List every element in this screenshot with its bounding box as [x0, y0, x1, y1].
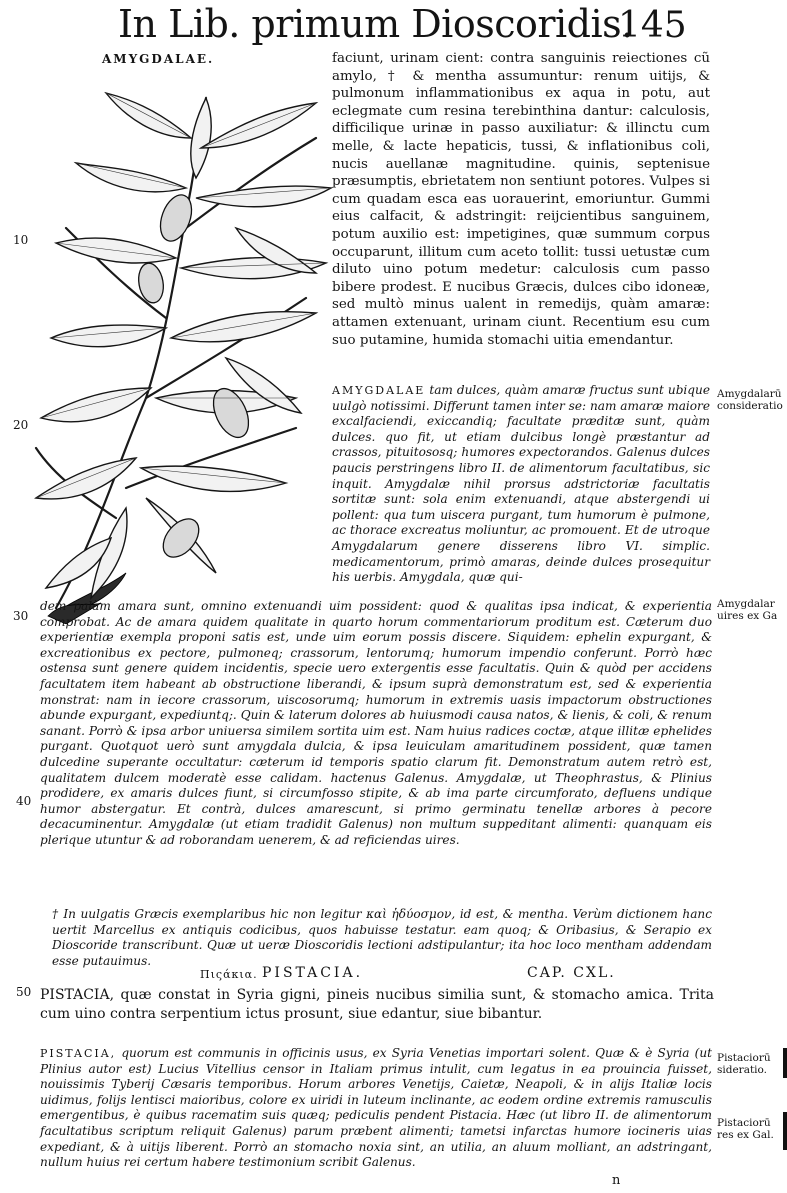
signature-mark: n [612, 1173, 621, 1188]
margin-line-number: 50 [16, 985, 32, 999]
margin-line-number: 30 [13, 609, 29, 623]
chapter-greek-title: Πιςάκια. [200, 968, 258, 981]
margin-line-number: 10 [13, 233, 29, 247]
margin-line-number: 40 [16, 794, 32, 808]
margin-note: Amygdalarū consideratio [717, 388, 783, 412]
margin-line-number: 20 [13, 418, 29, 432]
margin-note: Pistaciorū sideratio. [717, 1052, 771, 1076]
chapter-number: CAP. CXL. [527, 965, 616, 981]
commentary-text: tam dulces, quàm amaræ fructus sunt ubique uulgò notissimi. Differunt tamen inter se: nam amaræ maiore excalfaciendi, exiccandiq; facultate præditæ sunt, quàm dulces. quo fit, ut etiam dulcibus longè præstantur ad crassos, pituitososq; humores expectorandos. Galenus dulces paucis perstringens libro II. de alimentorum facultatibus, sic inquit. Amygdalæ nihil prorsus adstrictoriæ facultatis sortitæ sunt: sola enim extenuandi, atque abstergendi ui pollent: qua tum uiscera purgant, tum humorum è pulmone, ac thorace excreatus moliuntur, ac promouent. Et de utroque Amygdalarum genere disserens libro VI. simplic. medicamentorum, primò amaras, deinde dulces prosequitur his uerbis. Amygdala, quæ qui- [332, 383, 710, 585]
dioscorides-text-pistacia [40, 986, 714, 1024]
commentary-almond-continued [40, 599, 712, 849]
almond-branch-woodcut [26, 68, 342, 624]
text-paragraph: PISTACIA, quæ constat in Syria gigni, pineis nucibus similia sunt, & stomacho amica. Trita cum uino contra serpentium ictus prosunt, siue edantur, siue bibantur. [40, 987, 714, 1022]
margin-edge-mark [783, 1048, 787, 1078]
dioscorides-text-almond [332, 50, 710, 349]
commentary-lead-word: PISTACIA, [40, 1047, 117, 1060]
margin-note: Amygdalar uires ex Ga [717, 598, 778, 622]
footnote-text: † In uulgatis Græcis exemplaribus hic non legitur καὶ ἡδύοσμον, id est, & mentha. Verùm dictionem hanc uertit Marcellus ex antiquis codicibus, quos habuisse testatur. eam quoq; & Oribasius, & Serapio ex Dioscoride transcribunt. Quæ ut ueræ Dioscoridis lectioni adstipulantur; ita hoc loco mentham addendam esse putauimus. [52, 907, 712, 968]
chapter-latin-title: PISTACIA. [262, 965, 364, 981]
commentary-almond [332, 383, 710, 586]
commentary-text: quorum est communis in officinis usus, ex Syria Venetias importari solent. Quæ & è Syria (ut Plinius autor est) Lucius Vitellius censor in Italiam primus intulit, cum legatus in ea prouincia fuisset, nouissimis Tyberij Cæsaris temporibus. Horum arbores Venetijs, Caietæ, Neapoli, & in alijs Italiæ locis uidimus, folijs lentisci maioribus, colore ex uiridi in luteum inclinante, ac eodem ordine extremis ramusculis emergentibus, è quibus racematim suis quæq; pediculis pendent Pistacia. Hæc (ut libro II. de alimentorum facultatibus scriptum reliquit Galenus) parum præbent alimenti; tametsi infarctas humore iocineris uias expediant, & à uitijs liberent. Porrò an stomacho noxia sint, an utilia, an aluum molliant, an adstringant, nullum huius rei certum habere testimonium scribit Galenus. [40, 1046, 712, 1170]
margin-note: Pistaciorū res ex Gal. [717, 1117, 774, 1141]
page-number: 145 [618, 5, 687, 46]
plate-label: AMYGDALAE. [102, 52, 215, 66]
commentary-text: dem palàm amara sunt, omnino extenuandi uim possident: quod & qualitas ipsa indicat, & experientia comprobat. Ac de amara quidem qualitate in quarto horum commentariorum proditum est. Cæterum duo experientiæ exempla proponi satis est, unde uim eorum possis discere. Siquidem: ephelin expurgant, & excreationibus ex pectore, pulmoneq; crassorum, lentorumq; humorum impendio conferunt. Porrò hæc ostensa sunt genere quidem incidentis, specie uero extergentis esse facultatis. Quin & quòd per accidens facultatem item habeant ab obstructione liberandi, & ipsum suprà demonstratum est, sed & experientia monstrat: nam in iecore crassorum, uiscosorumq; humorum in extremis uasis impactorum obstructiones abunde expurgant, expediuntq;. Quin & laterum dolores ab huiusmodi causa natos, & lienis, & coli, & renum sanant. Porrò & ipsa arbor uniuersa similem sortita uim est. Nam huius radices coctæ, atque illitæ ephelides purgant. Quotquot uerò sunt amygdala dulcia, & ipsa leuiculam amaritudinem possident, quæ tamen dulcedine superante occultatur: cæterum id temporis spatio clarum fit. Demonstratum autem retrò est, qualitatem dulcem moderatè esse calidam. hactenus Galenus. Amygdalæ, ut Theophrastus, & Plinius prodidere, ex amaris dulces fiunt, si circumfosso stipite, & ab ima parte circumforato, defluens undique humor abstergatur. Et contrà, dulces amarescunt, si primo germinatu tenellæ arbores à pecore decacuminentur. Amygdalæ (ut etiam tradidit Galenus) non multum suppeditant alimenti: quanquam eis plerique utuntur & ad roborandam uenerem, & ad reficiendas uires. [40, 599, 712, 847]
text-paragraph: faciunt, urinam cient: contra sanguinis reiectiones cũ amylo, † & mentha assumuntur: renum uitijs, & pulmonum inflammationibus ex aqua in potu, aut eclegmate cum resina terebinthina dantur: calculosis, difficilique urinæ in passo auxiliatur: & illinctu cum melle, & lacte hepaticis, tussi, & inflationibus coli, nucis auellanæ magnitudine. quinis, septenisue præsumptis, ebrietatem non sentiunt potores. Vulpes si cum quadam esca eas uorauerint, emoriuntur. Gummi eius calfacit, & adstringit: reijcientibus sanguinem, potum auxilio est: impetigines, quæ summum corpus occuparunt, illitum cum aceto tollit: tussi uetustæ cum diluto uino potum medetur: calculosis cum passo bibere prodest. E nucibus Græcis, dulces cibo idoneæ, sed multò minus ualent in remedijs, quàm amaræ: attamen extenuant, urinam ciunt. Recentium esu cum suo putamine, humida stomachi uitia emendantur. [332, 51, 710, 348]
commentary-lead-word: AMYGDALAE [332, 384, 426, 397]
footnote [52, 907, 712, 969]
commentary-pistacia [40, 1046, 712, 1171]
running-head-title: In Lib. primum Dioscoridis. [118, 2, 633, 46]
margin-edge-mark [783, 1112, 787, 1150]
